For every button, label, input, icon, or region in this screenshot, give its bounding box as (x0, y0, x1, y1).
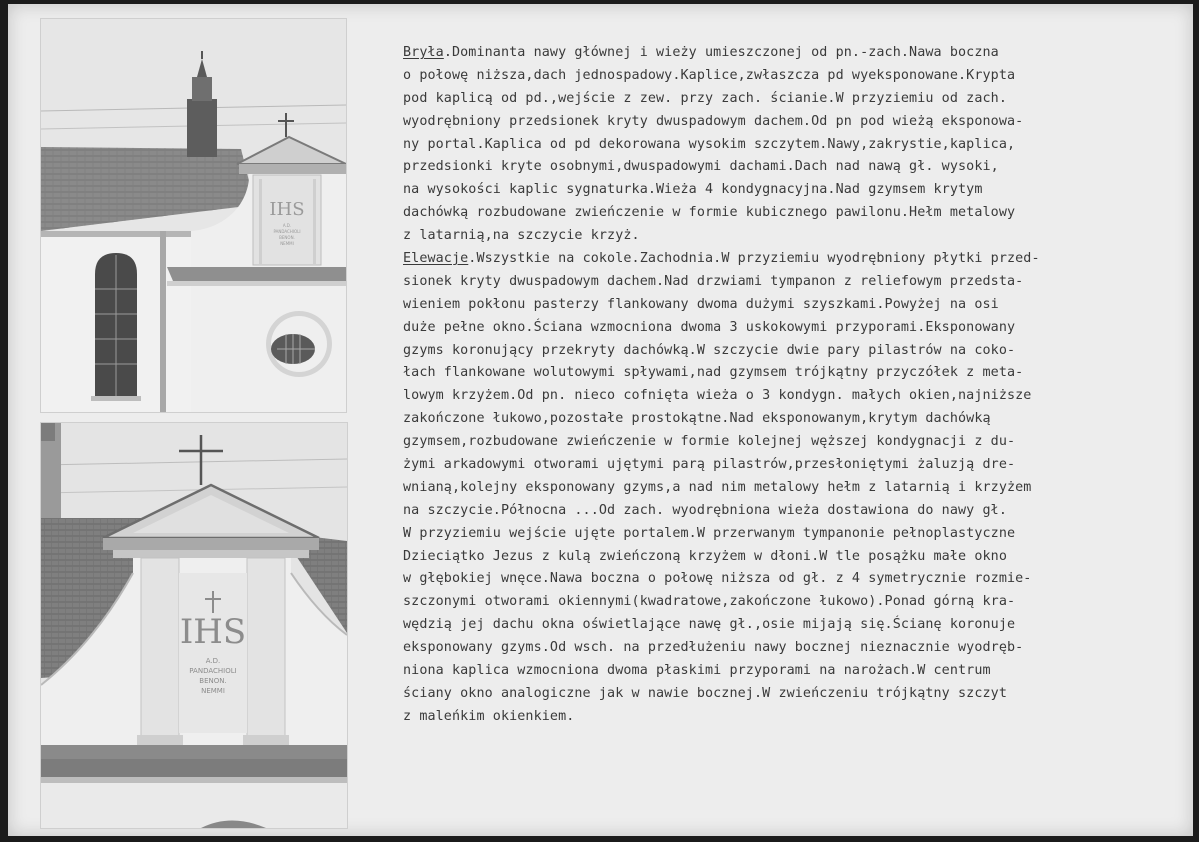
line-text: gzymsem,rozbudowane zwieńczenie w formie kolejnej węższej kondygnacji z du- (403, 434, 1016, 450)
line-text: zakończone łukowo,pozostałe prostokątne.Nad eksponowanym,krytym dachówką (403, 411, 991, 427)
inscription-line-top-3: BENON. (279, 235, 295, 240)
line-text: .Wszystkie na cokole.Zachodnia.W przyziemiu wyodrębniony płytki przed- (468, 251, 1040, 267)
text-line (403, 225, 1183, 248)
photo-church-gable-tower (40, 18, 347, 413)
text-line (403, 248, 1183, 271)
inscription-line-top-2: PANDACHIOLI (273, 229, 301, 234)
text-line (403, 42, 1183, 65)
inscription-line-bottom-1: A.D. (205, 657, 221, 665)
line-text: niona kaplica wzmocniona dwoma płaskimi przyporami na narożach.W centrum (403, 663, 991, 679)
gable-closeup-image (41, 423, 347, 828)
text-line (403, 637, 1183, 660)
line-text: na wysokości kaplic sygnaturka.Wieża 4 kondygnacyjna.Nad gzymsem krytym (403, 182, 983, 198)
line-text: szczonymi otworami okiennymi(kwadratowe,zakończone łukowo).Ponad górną kra- (403, 594, 1016, 610)
inscription-line-top-1: A.D. (282, 223, 292, 228)
section-heading: Bryła (403, 45, 444, 60)
line-text: przedsionki kryte osobnymi,dwuspadowymi dachami.Dach nad nawą gł. wysoki, (403, 159, 999, 175)
inscription-ihs-top: IHS (269, 199, 305, 220)
inscription-line-bottom-4: NEMMI (201, 687, 225, 695)
line-text: w głębokiej wnęce.Nawa boczna o połowę niższa od gł. z 4 symetrycznie rozmie- (403, 571, 1032, 587)
line-text: pod kaplicą od pd.,wejście z zew. przy zach. ścianie.W przyziemiu od zach. (403, 90, 1007, 106)
photo-gable-closeup (40, 422, 348, 829)
line-text: duże pełne okno.Ściana wzmocniona dwoma 3 uskokowymi przyporami.Eksponowany (403, 319, 1016, 335)
line-text: gzyms koronujący przekryty dachówką.W szczycie dwie pary pilastrów na coko- (403, 342, 1016, 358)
text-line (403, 660, 1183, 683)
line-text: lowym krzyżem.Od pn. nieco cofnięta wieża o 3 kondygn. małych okien,najniższe (403, 388, 1032, 404)
inscription-ihs-bottom: IHS (179, 612, 247, 652)
inscription-line-top-4: NEMMI (280, 241, 294, 246)
line-text: dachówką rozbudowane zwieńczenie w formie kubicznego pawilonu.Hełm metalowy (403, 205, 1016, 221)
typewritten-description (403, 42, 1183, 729)
text-line (403, 362, 1183, 385)
text-line (403, 179, 1183, 202)
line-text: wieniem pokłonu pasterzy flankowany dwoma dużymi szyszkami.Powyżej na osi (403, 296, 999, 312)
document-sheet (8, 4, 1193, 836)
line-text: wędzią jej dachu okna oświetlające nawę gł.,osie mijają się.Ścianę koronuje (403, 617, 1016, 633)
line-text: na szczycie.Północna ...Od zach. wyodrębniona wieża dostawiona do nawy gł. (403, 502, 1007, 518)
text-line (403, 340, 1183, 363)
line-text: z latarnią,na szczycie krzyż. (403, 228, 640, 244)
text-line (403, 431, 1183, 454)
text-line (403, 568, 1183, 591)
text-line (403, 546, 1183, 569)
text-line (403, 614, 1183, 637)
text-line (403, 454, 1183, 477)
line-text: W przyziemiu wejście ujęte portalem.W przerwanym tympanonie pełnoplastyczne (403, 525, 1016, 541)
text-line (403, 523, 1183, 546)
text-line (403, 385, 1183, 408)
text-line (403, 683, 1183, 706)
inscription-line-bottom-2: PANDACHIOLI (189, 667, 237, 675)
text-line (403, 65, 1183, 88)
text-line (403, 408, 1183, 431)
text-line (403, 294, 1183, 317)
line-text: łach flankowane wolutowymi spływami,nad gzymsem trójkątny przyczółek z meta- (403, 365, 1024, 381)
text-line (403, 88, 1183, 111)
text-line (403, 134, 1183, 157)
line-text: eksponowany gzyms.Od wsch. na przedłużeniu nawy bocznej nieznacznie wyodręb- (403, 640, 1024, 656)
church-gable-tower-image (41, 19, 346, 412)
text-line (403, 156, 1183, 179)
line-text: ny portal.Kaplica od pd dekorowana wysokim szczytem.Nawy,zakrystie,kaplica, (403, 136, 1016, 152)
line-text: sionek kryty dwuspadowym dachem.Nad drzwiami tympanon z reliefowym przedsta- (403, 273, 1024, 289)
inscription-line-bottom-3: BENON. (199, 677, 227, 685)
text-line (403, 500, 1183, 523)
line-text: wyodrębniony przedsionek kryty dwuspadowym dachem.Od pn pod wieżą eksponowa- (403, 113, 1024, 129)
text-line (403, 111, 1183, 134)
text-line (403, 202, 1183, 225)
section-heading: Elewacje (403, 251, 469, 267)
line-text: żymi arkadowymi otworami ujętymi parą pilastrów,przesłoniętymi żaluzją dre- (403, 457, 1016, 473)
text-line (403, 317, 1183, 340)
text-line (403, 591, 1183, 614)
text-line (403, 706, 1183, 729)
line-text: Dzieciątko Jezus z kulą zwieńczoną krzyżem w dłoni.W tle posążku małe okno (403, 548, 1007, 564)
line-text: z maleńkim okienkiem. (403, 708, 575, 724)
line-text: o połowę niższa,dach jednospadowy.Kaplice,zwłaszcza pd wyeksponowane.Krypta (403, 67, 1016, 83)
text-line (403, 477, 1183, 500)
line-text: wnianą,kolejny eksponowany gzyms,a nad nim metalowy hełm z latarnią i krzyżem (403, 479, 1032, 495)
text-line (403, 271, 1183, 294)
line-text: .Dominanta nawy głównej i wieży umieszczonej od pn.-zach.Nawa boczna (443, 45, 999, 60)
line-text: ściany okno analogiczne jak w nawie bocznej.W zwieńczeniu trójkątny szczyt (403, 685, 1007, 701)
